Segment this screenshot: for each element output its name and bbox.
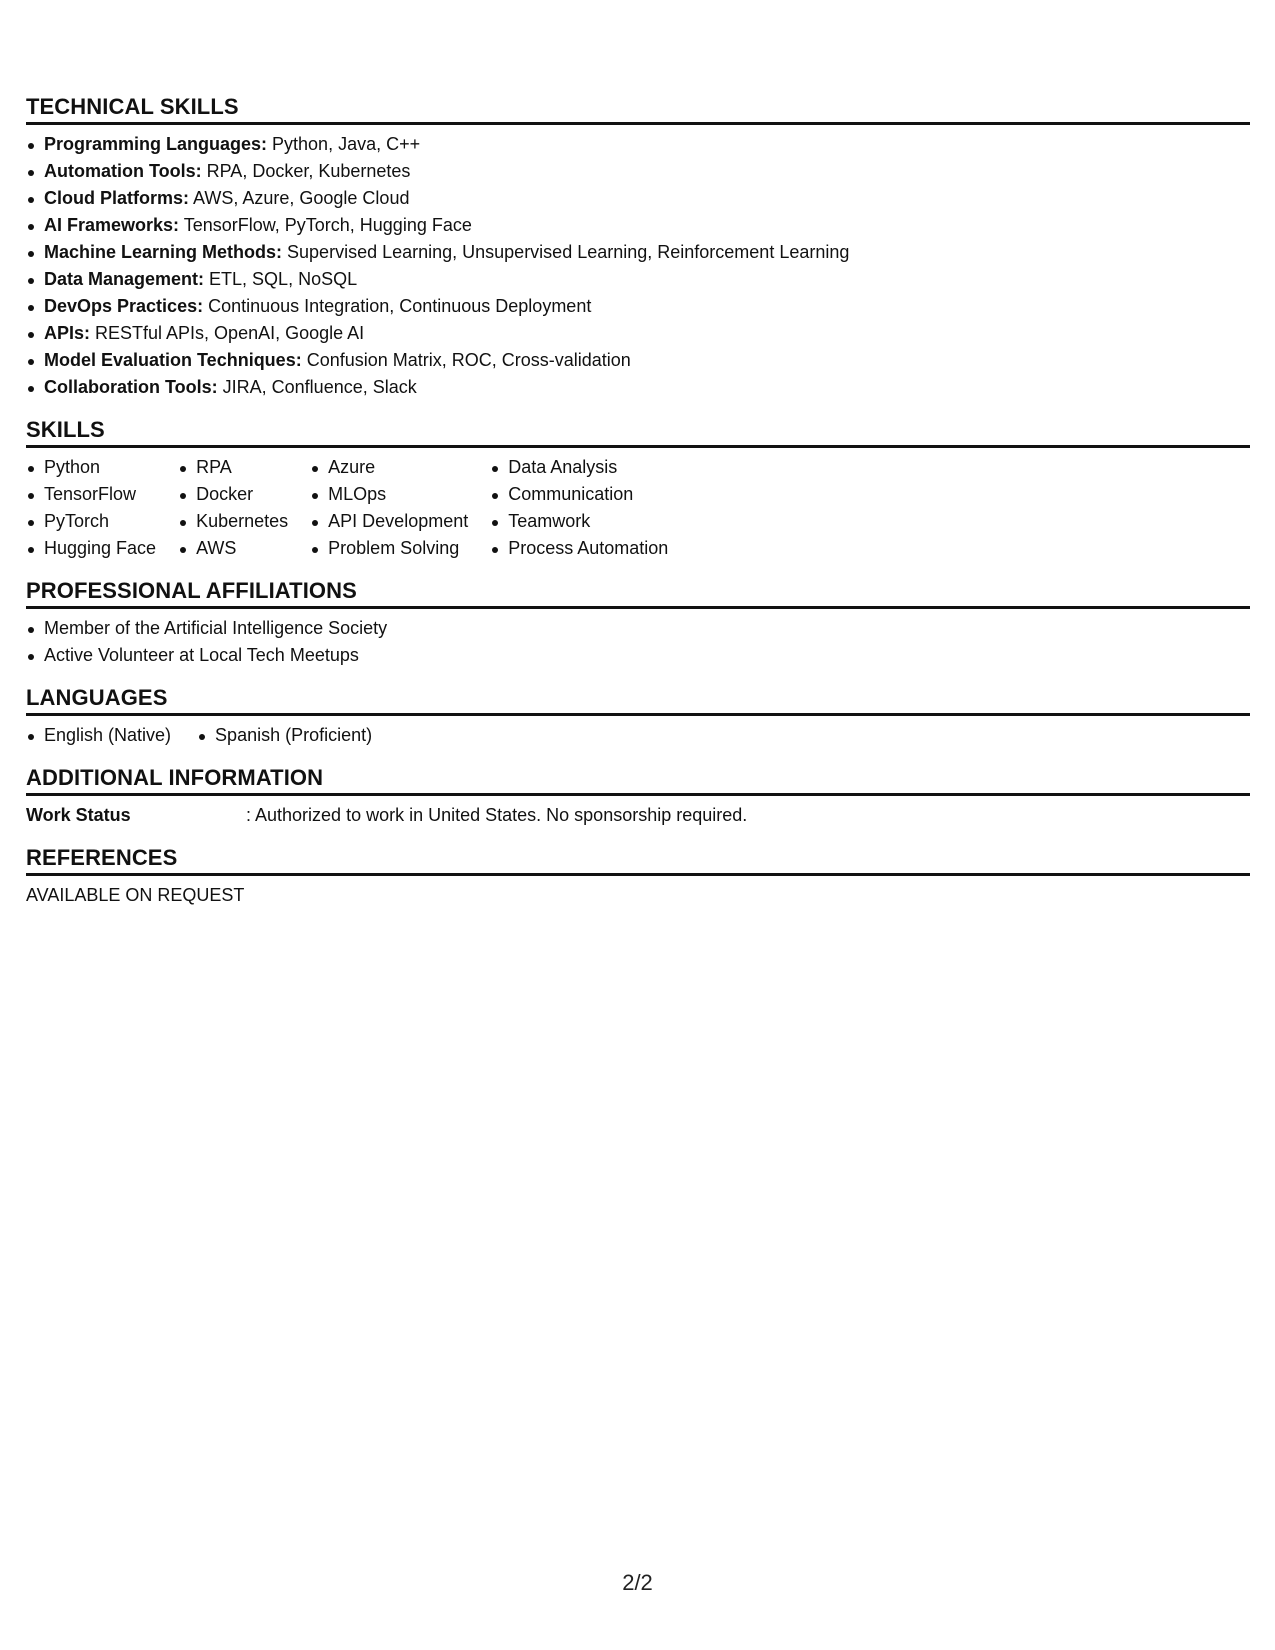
skill-category-value: RPA, Docker, Kubernetes (201, 161, 411, 181)
list-item: Member of the Artificial Intelligence Society (26, 615, 1250, 642)
skills-column (310, 454, 468, 562)
section-title: ADDITIONAL INFORMATION (26, 765, 1250, 796)
list-item: English (Native) (26, 722, 171, 749)
skill-category-label: Model Evaluation Techniques: (44, 350, 302, 370)
skill-category-label: Cloud Platforms: (44, 188, 190, 208)
skills-column (26, 454, 156, 562)
skill-category-value: Confusion Matrix, ROC, Cross-validation (301, 350, 631, 370)
additional-info-section (26, 765, 1250, 829)
resume-page (26, 94, 1250, 925)
skills-section (26, 417, 1250, 562)
work-status-value: : Authorized to work in United States. No sponsorship required. (246, 805, 748, 825)
list-item: Hugging Face (26, 535, 156, 562)
list-item (26, 374, 1250, 401)
skill-category-label: Programming Languages: (44, 134, 268, 154)
list-item: Spanish (Proficient) (197, 722, 372, 749)
references-section (26, 845, 1250, 909)
skill-category-value: TensorFlow, PyTorch, Hugging Face (179, 215, 472, 235)
skill-category-label: AI Frameworks: (44, 215, 180, 235)
list-item: AWS (178, 535, 288, 562)
skills-grid (26, 454, 1250, 562)
list-item: Process Automation (490, 535, 668, 562)
list-item: RPA (178, 454, 288, 481)
list-item: Active Volunteer at Local Tech Meetups (26, 642, 1250, 669)
skill-category-value: Python, Java, C++ (267, 134, 421, 154)
technical-skills-list (26, 131, 1250, 401)
skill-category-label: Collaboration Tools: (44, 377, 218, 397)
skill-category-label: Data Management: (44, 269, 205, 289)
skill-category-value: AWS, Azure, Google Cloud (189, 188, 410, 208)
list-item: Kubernetes (178, 508, 288, 535)
references-text: AVAILABLE ON REQUEST (26, 885, 245, 905)
section-title: LANGUAGES (26, 685, 1250, 716)
list-item (26, 266, 1250, 293)
list-item: Python (26, 454, 156, 481)
list-item: Azure (310, 454, 468, 481)
page-number: 2/2 (622, 1570, 653, 1595)
list-item (26, 212, 1250, 239)
list-item: Docker (178, 481, 288, 508)
list-item: Communication (490, 481, 668, 508)
affiliations-list (26, 615, 1250, 669)
work-status-label: Work Status (26, 805, 131, 825)
skill-category-value: Continuous Integration, Continuous Deployment (203, 296, 592, 316)
languages-row (26, 722, 1250, 749)
skill-category-label: Automation Tools: (44, 161, 202, 181)
list-item: PyTorch (26, 508, 156, 535)
skill-category-label: DevOps Practices: (44, 296, 204, 316)
list-item (26, 158, 1250, 185)
list-item: Teamwork (490, 508, 668, 535)
list-item: Data Analysis (490, 454, 668, 481)
section-title: SKILLS (26, 417, 1250, 448)
list-item (26, 185, 1250, 212)
list-item: API Development (310, 508, 468, 535)
languages-section (26, 685, 1250, 749)
list-item (26, 239, 1250, 266)
work-status-row (26, 802, 1250, 829)
technical-skills-section (26, 94, 1250, 401)
list-item (26, 293, 1250, 320)
skill-category-value: RESTful APIs, OpenAI, Google AI (90, 323, 365, 343)
skills-column (490, 454, 668, 562)
list-item: MLOps (310, 481, 468, 508)
languages-list (26, 722, 398, 749)
list-item (26, 320, 1250, 347)
skill-category-label: APIs: (44, 323, 91, 343)
list-item (26, 347, 1250, 374)
affiliations-section (26, 578, 1250, 669)
list-item: Problem Solving (310, 535, 468, 562)
skill-category-value: ETL, SQL, NoSQL (204, 269, 358, 289)
list-item (26, 131, 1250, 158)
section-title: PROFESSIONAL AFFILIATIONS (26, 578, 1250, 609)
skills-column (178, 454, 288, 562)
skill-category-value: JIRA, Confluence, Slack (217, 377, 417, 397)
list-item: TensorFlow (26, 481, 156, 508)
skill-category-label: Machine Learning Methods: (44, 242, 283, 262)
section-title: TECHNICAL SKILLS (26, 94, 1250, 125)
skill-category-value: Supervised Learning, Unsupervised Learning, Reinforcement Learning (282, 242, 850, 262)
section-title: REFERENCES (26, 845, 1250, 876)
